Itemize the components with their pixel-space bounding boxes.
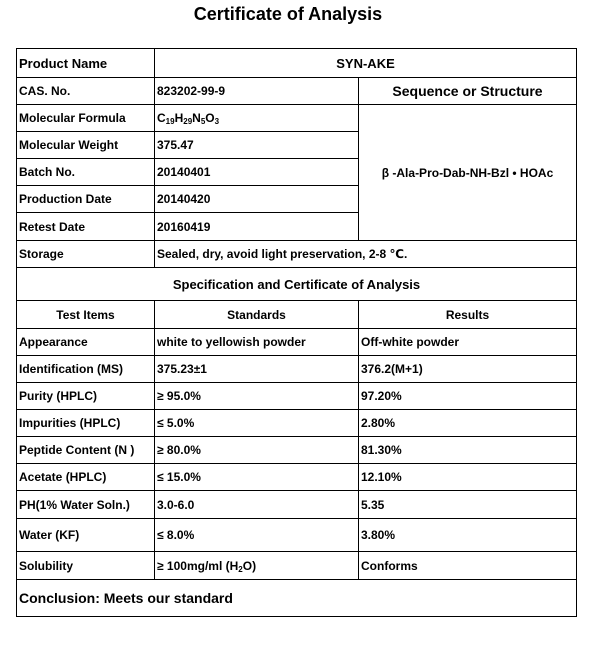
- product-name-value: SYN-AKE: [155, 49, 577, 78]
- cas-label: CAS. No.: [17, 78, 155, 105]
- table-row: [17, 491, 577, 519]
- test-item: Solubility: [17, 552, 155, 580]
- spec-title: Specification and Certificate of Analysis: [17, 268, 577, 301]
- column-header-row: [17, 301, 577, 329]
- test-standard: ≤ 15.0%: [155, 464, 359, 491]
- table-row: [17, 383, 577, 410]
- test-standard: 3.0-6.0: [155, 491, 359, 519]
- test-standard: ≥ 80.0%: [155, 437, 359, 464]
- test-result: 5.35: [359, 491, 577, 519]
- test-item: Impurities (HPLC): [17, 410, 155, 437]
- table-row: [17, 410, 577, 437]
- cas-value: 823202-99-9: [155, 78, 359, 105]
- production-label: Production Date: [17, 186, 155, 213]
- column-header-standards: Standards: [155, 301, 359, 329]
- storage-label: Storage: [17, 241, 155, 268]
- batch-label: Batch No.: [17, 159, 155, 186]
- coa-table: [16, 48, 577, 617]
- structure-value: β -Ala-Pro-Dab-NH-Bzl • HOAc: [359, 105, 577, 241]
- test-item: Identification (MS): [17, 356, 155, 383]
- test-standard: ≥ 100mg/ml $(H_2O)$: [155, 552, 359, 580]
- batch-value: 20140401: [155, 159, 359, 186]
- structure-header: Sequence or Structure: [359, 78, 577, 105]
- test-standard: ≥ 95.0%: [155, 383, 359, 410]
- test-item: Purity (HPLC): [17, 383, 155, 410]
- test-item: Acetate (HPLC): [17, 464, 155, 491]
- weight-value: 375.47: [155, 132, 359, 159]
- test-item: Peptide Content (N ): [17, 437, 155, 464]
- table-row: [17, 464, 577, 491]
- test-result: 2.80%: [359, 410, 577, 437]
- production-value: 20140420: [155, 186, 359, 213]
- test-item: PH(1% Water Soln.): [17, 491, 155, 519]
- conclusion-row: [17, 580, 577, 617]
- test-item: Water (KF): [17, 519, 155, 552]
- test-result: Conforms: [359, 552, 577, 580]
- storage-row: [17, 241, 577, 268]
- table-row: [17, 519, 577, 552]
- test-result: 376.2(M+1): [359, 356, 577, 383]
- page-title: Certificate of Analysis: [193, 4, 383, 24]
- table-row: [17, 437, 577, 464]
- test-result: 81.30%: [359, 437, 577, 464]
- formula-row: [17, 105, 577, 132]
- product-name-row: [17, 49, 577, 78]
- test-result: 12.10%: [359, 464, 577, 491]
- product-name-label: Product Name: [17, 49, 155, 78]
- test-standard: white to yellowish powder: [155, 329, 359, 356]
- test-standard: 375.23±1: [155, 356, 359, 383]
- test-result: 97.20%: [359, 383, 577, 410]
- retest-label: Retest Date: [17, 213, 155, 241]
- table-row: [17, 329, 577, 356]
- test-result: Off-white powder: [359, 329, 577, 356]
- column-header-results: Results: [359, 301, 577, 329]
- cas-row: [17, 78, 577, 105]
- retest-value: 20160419: [155, 213, 359, 241]
- weight-label: Molecular Weight: [17, 132, 155, 159]
- solubility-row: [17, 552, 577, 580]
- test-item: Appearance: [17, 329, 155, 356]
- conclusion: Conclusion: Meets our standard: [17, 580, 577, 617]
- formula-label: Molecular Formula: [17, 105, 155, 132]
- table-row: [17, 356, 577, 383]
- storage-value: Sealed, dry, avoid light preservation, 2-8 ℃.: [155, 241, 577, 268]
- spec-title-row: [17, 268, 577, 301]
- test-standard: ≤ 5.0%: [155, 410, 359, 437]
- column-header-test-items: Test Items: [17, 301, 155, 329]
- formula-value: $C_{19}H_{29}N_5O_3$: [155, 105, 359, 132]
- test-standard: ≤ 8.0%: [155, 519, 359, 552]
- test-result: 3.80%: [359, 519, 577, 552]
